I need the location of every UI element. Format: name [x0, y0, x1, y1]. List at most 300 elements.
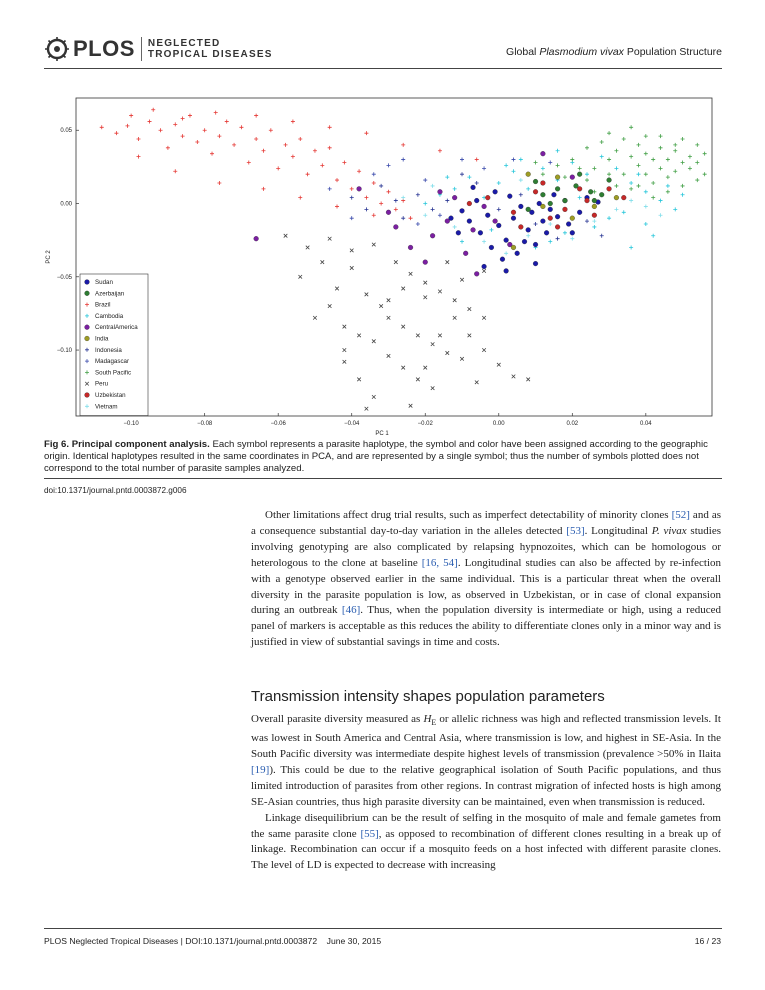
- point-south-pacific: [607, 131, 611, 135]
- x-tick-label: −0.02: [417, 421, 433, 427]
- point-peru: [482, 269, 486, 273]
- point-sudan: [526, 227, 531, 232]
- legend-marker-centralamerica: [85, 325, 90, 330]
- running-title-italic: Plasmodium vivax: [539, 46, 624, 58]
- point-cambodia: [526, 187, 530, 191]
- point-peru: [357, 334, 361, 338]
- point-peru: [416, 334, 420, 338]
- point-sudan: [548, 207, 553, 212]
- point-brazil: [173, 122, 177, 126]
- point-indonesia: [475, 181, 479, 185]
- point-peru: [460, 278, 464, 282]
- point-south-pacific: [644, 152, 648, 156]
- point-brazil: [195, 140, 199, 144]
- point-south-pacific: [659, 166, 663, 170]
- point-brazil: [114, 131, 118, 135]
- point-brazil: [394, 207, 398, 211]
- point-brazil: [210, 152, 214, 156]
- point-peru: [401, 325, 405, 329]
- point-indonesia: [364, 207, 368, 211]
- section-heading: Transmission intensity shapes population parameters: [251, 688, 605, 705]
- point-brazil: [188, 114, 192, 118]
- point-peru: [313, 316, 317, 320]
- point-south-pacific: [659, 134, 663, 138]
- point-uzbekistan: [607, 186, 612, 191]
- point-south-pacific: [666, 175, 670, 179]
- figure-doi: doi:10.1371/journal.pntd.0003872.g006: [44, 486, 187, 495]
- point-peru: [328, 237, 332, 241]
- point-vietnam: [482, 240, 486, 244]
- point-sudan: [482, 264, 487, 269]
- point-uzbekistan: [621, 195, 626, 200]
- point-peru: [482, 316, 486, 320]
- x-tick-label: −0.10: [123, 421, 139, 427]
- point-sudan: [577, 210, 582, 215]
- point-peru: [423, 295, 427, 299]
- point-south-pacific: [592, 166, 596, 170]
- pca-scatter-plot: [44, 94, 724, 439]
- point-uzbekistan: [592, 213, 597, 218]
- caption-label: Fig 6. Principal component analysis.: [44, 439, 210, 450]
- running-title-pre: Global: [506, 46, 540, 58]
- point-india: [592, 204, 597, 209]
- point-centralamerica: [408, 245, 413, 250]
- y-tick-label: 0.00: [60, 201, 72, 208]
- point-peru: [372, 395, 376, 399]
- point-vietnam: [519, 178, 523, 182]
- point-uzbekistan: [577, 186, 582, 191]
- point-cambodia: [548, 240, 552, 244]
- point-centralamerica: [438, 189, 443, 194]
- point-indonesia: [556, 237, 560, 241]
- point-brazil: [320, 163, 324, 167]
- point-vietnam: [401, 196, 405, 200]
- point-azerbaijan: [540, 192, 545, 197]
- legend-label-vietnam: Vietnam: [95, 403, 118, 411]
- paragraph-2: [251, 712, 721, 874]
- legend-label-madagascar: Madagascar: [95, 358, 130, 366]
- logo-text: PLOS: [73, 36, 135, 61]
- point-madagascar: [460, 158, 464, 162]
- y-tick-label: −0.05: [56, 274, 72, 281]
- figure-caption: [44, 439, 722, 476]
- point-cambodia: [556, 149, 560, 153]
- point-sudan: [474, 198, 479, 203]
- legend-marker-azerbaijan: [85, 291, 90, 296]
- point-indonesia: [534, 222, 538, 226]
- point-south-pacific: [651, 181, 655, 185]
- point-vietnam: [629, 199, 633, 203]
- point-uzbekistan: [485, 195, 490, 200]
- point-brazil: [335, 204, 339, 208]
- x-tick-label: 0.02: [566, 421, 579, 427]
- point-peru: [379, 304, 383, 308]
- point-azerbaijan: [599, 192, 604, 197]
- point-cambodia: [666, 184, 670, 188]
- point-uzbekistan: [467, 201, 472, 206]
- point-peru: [387, 316, 391, 320]
- point-peru: [460, 357, 464, 361]
- point-brazil: [166, 146, 170, 150]
- point-sudan: [570, 230, 575, 235]
- point-sudan: [467, 219, 472, 224]
- point-vietnam: [570, 237, 574, 241]
- point-south-pacific: [622, 137, 626, 141]
- point-vietnam: [453, 225, 457, 229]
- point-south-pacific: [629, 187, 633, 191]
- point-sudan: [515, 251, 520, 256]
- point-sudan: [478, 230, 483, 235]
- point-india: [526, 172, 531, 177]
- point-uzbekistan: [518, 225, 523, 230]
- point-india: [540, 204, 545, 209]
- point-peru: [343, 325, 347, 329]
- page-number: 16 / 23: [694, 936, 721, 946]
- point-brazil: [136, 137, 140, 141]
- point-brazil: [276, 166, 280, 170]
- point-indonesia: [431, 207, 435, 211]
- point-peru: [350, 249, 354, 253]
- legend-label-peru: Peru: [95, 380, 109, 388]
- journal-name: [148, 38, 273, 60]
- point-azerbaijan: [526, 207, 531, 212]
- point-south-pacific: [673, 149, 677, 153]
- point-peru: [453, 298, 457, 302]
- point-cambodia: [445, 175, 449, 179]
- point-cambodia: [644, 190, 648, 194]
- point-south-pacific: [629, 155, 633, 159]
- point-peru: [431, 342, 435, 346]
- point-south-pacific: [585, 146, 589, 150]
- point-centralamerica: [430, 233, 435, 238]
- point-south-pacific: [563, 175, 567, 179]
- point-brazil: [291, 119, 295, 123]
- point-peru: [401, 287, 405, 291]
- point-brazil: [217, 134, 221, 138]
- point-cambodia: [614, 166, 618, 170]
- footer-rule: [44, 928, 722, 929]
- point-peru: [387, 298, 391, 302]
- point-cambodia: [541, 166, 545, 170]
- point-sudan: [471, 185, 476, 190]
- point-sudan: [500, 257, 505, 262]
- legend-label-indonesia: Indonesia: [95, 346, 122, 354]
- point-madagascar: [386, 163, 390, 167]
- point-sudan: [544, 230, 549, 235]
- point-sudan: [504, 238, 509, 243]
- point-peru: [423, 281, 427, 285]
- point-indonesia: [401, 216, 405, 220]
- point-cambodia: [629, 245, 633, 249]
- y-axis-label: PC 2: [46, 250, 52, 264]
- point-cambodia: [651, 234, 655, 238]
- legend-label-cambodia: Cambodia: [95, 312, 124, 320]
- point-centralamerica: [570, 175, 575, 180]
- legend-label-south-pacific: South Pacific: [95, 369, 132, 377]
- point-azerbaijan: [592, 198, 597, 203]
- point-centralamerica: [445, 219, 450, 224]
- x-tick-label: −0.08: [197, 421, 213, 427]
- point-cambodia: [607, 216, 611, 220]
- point-azerbaijan: [563, 198, 568, 203]
- plot-frame: [76, 98, 712, 416]
- point-indonesia: [460, 172, 464, 176]
- point-madagascar: [548, 160, 552, 164]
- point-cambodia: [592, 225, 596, 229]
- point-indonesia: [379, 184, 383, 188]
- logo-divider: [141, 37, 142, 61]
- point-brazil: [129, 114, 133, 118]
- point-sudan: [518, 204, 523, 209]
- point-brazil: [364, 196, 368, 200]
- point-peru: [365, 407, 369, 411]
- point-peru: [468, 334, 472, 338]
- point-cambodia: [636, 172, 640, 176]
- point-cambodia: [453, 187, 457, 191]
- point-brazil: [247, 160, 251, 164]
- point-peru: [394, 260, 398, 264]
- point-uzbekistan: [563, 207, 568, 212]
- point-brazil: [136, 155, 140, 159]
- point-brazil: [239, 125, 243, 129]
- point-cambodia: [622, 210, 626, 214]
- point-cambodia: [585, 172, 589, 176]
- point-brazil: [203, 128, 207, 132]
- point-peru: [438, 334, 442, 338]
- point-brazil: [409, 216, 413, 220]
- point-south-pacific: [673, 169, 677, 173]
- point-sudan: [485, 213, 490, 218]
- point-brazil: [306, 172, 310, 176]
- point-cambodia: [489, 228, 493, 232]
- point-peru: [328, 304, 332, 308]
- point-peru: [453, 316, 457, 320]
- plos-logo: [44, 34, 273, 64]
- point-sudan: [522, 239, 527, 244]
- point-madagascar: [482, 166, 486, 170]
- point-south-pacific: [673, 143, 677, 147]
- point-vietnam: [526, 234, 530, 238]
- point-peru: [350, 266, 354, 270]
- point-south-pacific: [629, 125, 633, 129]
- point-brazil: [214, 111, 218, 115]
- legend-label-azerbaijan: Azerbaijan: [95, 290, 125, 298]
- point-madagascar: [350, 216, 354, 220]
- point-brazil: [159, 128, 163, 132]
- point-brazil: [232, 143, 236, 147]
- point-cambodia: [519, 158, 523, 162]
- point-cambodia: [467, 175, 471, 179]
- point-peru: [372, 339, 376, 343]
- point-brazil: [225, 119, 229, 123]
- point-brazil: [151, 108, 155, 112]
- point-vietnam: [644, 204, 648, 208]
- point-brazil: [181, 134, 185, 138]
- point-indonesia: [497, 207, 501, 211]
- point-south-pacific: [614, 149, 618, 153]
- point-sudan: [555, 214, 560, 219]
- point-brazil: [291, 155, 295, 159]
- point-south-pacific: [614, 184, 618, 188]
- point-brazil: [372, 181, 376, 185]
- point-sudan: [533, 242, 538, 247]
- x-axis-label: PC 1: [375, 431, 389, 437]
- point-south-pacific: [607, 172, 611, 176]
- point-sudan: [566, 222, 571, 227]
- point-peru: [446, 351, 450, 355]
- paragraph-1: [251, 508, 721, 651]
- point-south-pacific: [666, 190, 670, 194]
- point-peru: [357, 378, 361, 382]
- point-brazil: [364, 131, 368, 135]
- point-azerbaijan: [555, 186, 560, 191]
- point-brazil: [100, 125, 104, 129]
- point-sudan: [507, 194, 512, 199]
- point-south-pacific: [681, 137, 685, 141]
- point-south-pacific: [651, 158, 655, 162]
- point-south-pacific: [651, 196, 655, 200]
- point-brazil: [386, 190, 390, 194]
- caption-rule: [44, 478, 722, 479]
- point-azerbaijan: [607, 178, 612, 183]
- point-peru: [475, 380, 479, 384]
- point-south-pacific: [607, 158, 611, 162]
- point-brazil: [181, 117, 185, 121]
- point-india: [570, 216, 575, 221]
- point-brazil: [357, 169, 361, 173]
- point-brazil: [475, 158, 479, 162]
- point-cambodia: [673, 207, 677, 211]
- point-peru: [365, 293, 369, 297]
- point-sudan: [460, 208, 465, 213]
- point-cambodia: [578, 196, 582, 200]
- point-peru: [387, 354, 391, 358]
- x-tick-label: −0.06: [270, 421, 286, 427]
- point-south-pacific: [636, 143, 640, 147]
- point-cambodia: [681, 193, 685, 197]
- point-peru: [526, 378, 530, 382]
- point-sudan: [533, 261, 538, 266]
- point-vietnam: [614, 207, 618, 211]
- point-brazil: [261, 149, 265, 153]
- point-peru: [416, 378, 420, 382]
- point-indonesia: [445, 199, 449, 203]
- point-brazil: [350, 187, 354, 191]
- point-centralamerica: [452, 195, 457, 200]
- point-brazil: [438, 149, 442, 153]
- point-centralamerica: [471, 227, 476, 232]
- point-south-pacific: [688, 166, 692, 170]
- point-south-pacific: [666, 158, 670, 162]
- point-sudan: [496, 223, 501, 228]
- point-south-pacific: [644, 134, 648, 138]
- point-brazil: [254, 114, 258, 118]
- legend-label-sudan: Sudan: [95, 279, 113, 286]
- point-south-pacific: [703, 172, 707, 176]
- point-south-pacific: [681, 184, 685, 188]
- point-peru: [372, 243, 376, 247]
- point-vietnam: [423, 213, 427, 217]
- point-south-pacific: [636, 163, 640, 167]
- plos-logo-icon: [44, 36, 70, 62]
- caption-text: Each symbol represents a parasite haplotype, the symbol and color have been assigned according to the geographic origin. Identical haplotypes resulted in the same coordinates in PCA, and are represented by a single symbol; thus the number of symbols plotted does not correspond to the total number of parasite samples analyzed.: [44, 439, 708, 475]
- point-uzbekistan: [548, 216, 553, 221]
- legend-label-centralamerica: CentralAmerica: [95, 324, 138, 332]
- point-brazil: [284, 143, 288, 147]
- point-uzbekistan: [511, 210, 516, 215]
- point-south-pacific: [600, 140, 604, 144]
- point-south-pacific: [570, 158, 574, 162]
- point-uzbekistan: [540, 181, 545, 186]
- point-sudan: [540, 219, 545, 224]
- point-peru: [438, 290, 442, 294]
- point-azerbaijan: [548, 201, 553, 206]
- legend-marker-india: [85, 336, 90, 341]
- point-centralamerica: [423, 260, 428, 265]
- running-title: [506, 46, 722, 58]
- point-south-pacific: [585, 178, 589, 182]
- point-centralamerica: [493, 219, 498, 224]
- footer-citation: PLOS Neglected Tropical Diseases | DOI:10.1371/journal.pntd.0003872 June 30, 2015: [44, 936, 382, 946]
- point-cambodia: [600, 155, 604, 159]
- point-brazil: [379, 202, 383, 206]
- point-madagascar: [438, 213, 442, 217]
- point-cambodia: [644, 222, 648, 226]
- point-indonesia: [519, 193, 523, 197]
- point-madagascar: [328, 187, 332, 191]
- point-centralamerica: [254, 236, 259, 241]
- point-madagascar: [416, 222, 420, 226]
- point-south-pacific: [695, 160, 699, 164]
- point-brazil: [261, 187, 265, 191]
- point-vietnam: [548, 222, 552, 226]
- journal-name-line1: NEGLECTED: [147, 38, 221, 49]
- point-south-pacific: [541, 172, 545, 176]
- point-brazil: [372, 213, 376, 217]
- point-peru: [343, 360, 347, 364]
- point-sudan: [493, 189, 498, 194]
- point-south-pacific: [681, 160, 685, 164]
- point-vietnam: [504, 251, 508, 255]
- point-madagascar: [423, 178, 427, 182]
- x-tick-label: −0.04: [344, 421, 360, 427]
- point-brazil: [335, 178, 339, 182]
- point-centralamerica: [474, 271, 479, 276]
- point-peru: [284, 234, 288, 238]
- point-sudan: [552, 192, 557, 197]
- point-centralamerica: [393, 225, 398, 230]
- legend-marker-uzbekistan: [85, 393, 90, 398]
- point-cambodia: [659, 199, 663, 203]
- point-centralamerica: [540, 151, 545, 156]
- point-vietnam: [592, 219, 596, 223]
- point-cambodia: [629, 181, 633, 185]
- point-indonesia: [600, 234, 604, 238]
- point-sudan: [489, 245, 494, 250]
- legend-label-india: India: [95, 335, 109, 343]
- point-azerbaijan: [588, 189, 593, 194]
- point-cambodia: [563, 231, 567, 235]
- point-sudan: [511, 216, 516, 221]
- point-indonesia: [394, 199, 398, 203]
- point-peru: [306, 246, 310, 250]
- point-peru: [321, 260, 325, 264]
- x-tick-label: 0.04: [639, 421, 652, 427]
- point-sudan: [504, 269, 509, 274]
- point-peru: [298, 275, 302, 279]
- point-south-pacific: [695, 178, 699, 182]
- point-brazil: [342, 160, 346, 164]
